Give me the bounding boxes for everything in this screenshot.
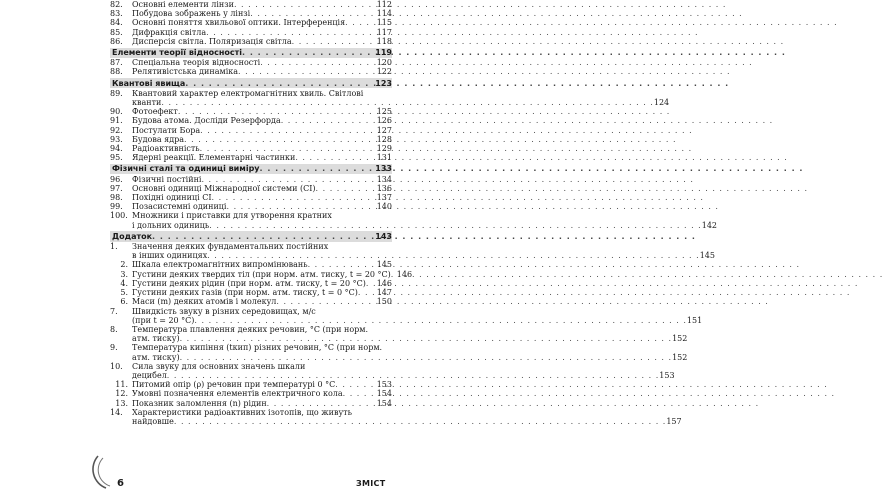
appendix-entry-continued[interactable] [110, 370, 675, 380]
dot-leader [201, 175, 376, 184]
entry-page: 147 [376, 288, 392, 298]
entry-page: 122 [376, 67, 392, 77]
entry-page: 142 [701, 220, 718, 230]
entry-page: 125 [376, 107, 392, 117]
page-corner-arc-decoration [92, 452, 132, 492]
toc-entry[interactable] [110, 116, 392, 125]
toc-entry[interactable] [110, 58, 392, 67]
entry-title-line2: в інших одиницях [132, 251, 208, 261]
dot-leader [242, 48, 375, 57]
entry-number: 10. [110, 361, 123, 371]
toc-entry[interactable] [110, 184, 392, 193]
appendix-entry[interactable] [110, 325, 392, 334]
page-number: 6 [117, 478, 124, 489]
appendix-entry-continued[interactable] [110, 416, 682, 426]
appendix-entry-continued[interactable] [110, 251, 715, 261]
entry-page: 115 [376, 18, 392, 28]
dot-leader [152, 232, 375, 241]
dot-leader [260, 58, 377, 67]
entry-title-line1: Сила звуку для основних значень шкали [132, 361, 306, 371]
appendix-entry[interactable] [110, 408, 392, 417]
dot-leader [185, 79, 375, 88]
dot-leader [206, 28, 377, 37]
entry-number: 85. [110, 27, 123, 37]
dot-leader [335, 380, 376, 389]
section-title: Додаток [112, 231, 153, 241]
entry-number: 95. [110, 153, 123, 163]
entry-number: 6. [120, 297, 128, 307]
entry-title-line1: Температура кипіння (tкип) різних речовин, °С (при норм. [132, 343, 383, 353]
entry-page: 117 [376, 27, 392, 37]
entry-title: Показник заломлення (n) рідин [132, 398, 267, 408]
entry-page: 145 [699, 251, 715, 261]
dot-leader [178, 107, 377, 116]
dot-leader [234, 0, 377, 9]
toc-entry[interactable] [110, 0, 392, 9]
dot-leader [184, 135, 377, 144]
entry-page: 152 [672, 334, 688, 344]
appendix-entry[interactable] [110, 307, 392, 316]
entry-number: 14. [110, 407, 123, 417]
entry-number: 9. [110, 343, 118, 353]
entry-title-line1: Множники і приставки для утворення кратних [132, 211, 332, 221]
entry-page: 153 [659, 370, 675, 380]
entry-title: Основні одиниці Міжнародної системи (СІ) [132, 183, 316, 193]
toc-entry[interactable] [110, 18, 392, 27]
appendix-entry[interactable] [110, 269, 413, 279]
entry-page: 154 [376, 389, 392, 399]
entry-number: 92. [110, 125, 123, 135]
entry-page: 126 [376, 116, 392, 126]
dot-leader [260, 164, 376, 173]
entry-page: 157 [666, 416, 682, 426]
entry-title: Фізичні постійні [132, 174, 202, 184]
entry-title-line1: Квантовий характер електромагнітних хвиль. Світлові [132, 88, 364, 98]
toc-entry-100[interactable] [110, 211, 392, 220]
dot-leader [316, 184, 377, 193]
section-title: Елементи теорії відносності [112, 48, 242, 58]
entry-page: 151 [686, 315, 703, 325]
toc-entry[interactable] [110, 175, 392, 184]
entry-title-line2: і дольних одиниць [132, 220, 210, 230]
entry-title-line2: атм. тиску) [132, 352, 180, 362]
entry-page: 150 [376, 297, 392, 307]
entry-title-line2: атм. тиску) [132, 334, 180, 344]
entry-number: 2. [120, 260, 128, 270]
entry-title: Густини деяких рідин (при норм. атм. тиску, t = 20 °С) [132, 278, 366, 288]
toc-entry[interactable] [110, 28, 392, 37]
entry-title-line1: Температура плавлення деяких речовин, °С (при норм. [132, 324, 369, 334]
dot-leader [194, 316, 686, 325]
entry-title-line1: Значення деяких фундаментальних постійних [132, 242, 329, 252]
toc-entry-100-continued[interactable] [110, 220, 718, 230]
entry-page: 129 [376, 144, 392, 154]
entry-page: 134 [376, 174, 392, 184]
appendix-entry-continued[interactable] [110, 352, 688, 362]
entry-title: Питомий опір (ρ) речовин при температурі 0 °С [132, 380, 336, 390]
dot-leader [238, 67, 377, 76]
dot-leader [174, 417, 666, 426]
toc-entry-89-continued[interactable] [110, 98, 670, 108]
entry-number: 98. [110, 193, 123, 203]
entry-number: 87. [110, 58, 123, 68]
dot-leader [308, 260, 377, 269]
appendix-entry[interactable] [110, 362, 392, 371]
appendix-entry-continued[interactable] [110, 315, 703, 325]
dot-leader [358, 288, 377, 297]
entry-title: Густини деяких твердих тіл (при норм. атм. тиску, t = 20 °С) [132, 269, 391, 279]
entry-title: Оснoвні елементи лінзи [132, 0, 234, 9]
entry-page: 137 [376, 193, 392, 203]
dot-leader [200, 126, 377, 135]
dot-leader [267, 399, 377, 408]
entry-title: Релятивістська динаміка [132, 67, 239, 77]
entry-page: 114 [376, 9, 392, 19]
entry-number: 7. [110, 306, 118, 316]
appendix-entry[interactable] [110, 343, 392, 352]
appendix-entry[interactable] [110, 279, 392, 288]
toc-entry-89[interactable] [110, 89, 392, 98]
entry-title: Густини деяких газів (при норм. атм. тиску, t = 0 °С) [132, 288, 358, 298]
entry-title: Маси (m) деяких атомів і молекул [132, 297, 277, 307]
entry-title: Позасистемні одиниці [132, 202, 227, 212]
entry-title-line2: (при t = 20 °С) [132, 315, 195, 325]
toc-entry[interactable] [110, 193, 392, 202]
entry-number: 8. [110, 324, 118, 334]
entry-page: 140 [376, 202, 392, 212]
appendix-entry[interactable] [110, 260, 392, 269]
entry-number: 3. [120, 269, 128, 279]
entry-page: 112 [376, 0, 392, 9]
section-title: Фізичні сталі та одиниці виміру [112, 164, 260, 174]
entry-number: 84. [110, 18, 123, 28]
entry-title: Умовні позначення елементів електричного кола [132, 389, 343, 399]
entry-title-line2: децибел [132, 370, 167, 380]
dot-leader [207, 251, 699, 260]
entry-title: Будова атома. Досліди Резерфорда [132, 116, 281, 126]
entry-number: 96. [110, 174, 123, 184]
section-page: 123 [375, 78, 392, 88]
dot-leader [276, 297, 376, 306]
entry-title: Дифракція світла [132, 27, 207, 37]
section-constants[interactable] [110, 164, 392, 174]
entry-page: 146 [396, 269, 413, 279]
dot-leader [200, 144, 377, 153]
entry-title: Радіоактивність [132, 144, 200, 154]
entry-page: 146 [376, 278, 392, 288]
section-page: 119 [375, 48, 392, 58]
entry-title-line2: найдовше [132, 416, 174, 426]
section-relativity[interactable] [110, 48, 392, 58]
dot-leader [180, 353, 672, 362]
entry-number: 11. [115, 380, 128, 390]
entry-number: 82. [110, 0, 123, 9]
dot-leader [281, 116, 377, 125]
appendix-entry-continued[interactable] [110, 334, 688, 344]
entry-title: Похідні одиниці СІ [132, 193, 212, 203]
section-page: 133 [375, 164, 392, 174]
entry-title: Основні поняття хвильової оптики. Інтерференція [132, 18, 346, 28]
entry-page: 152 [672, 352, 688, 362]
entry-page: 154 [376, 398, 392, 408]
dot-leader [345, 18, 377, 27]
appendix-entry[interactable] [110, 380, 392, 389]
dot-leader [343, 389, 377, 398]
entry-title: Фотоефект [132, 107, 178, 117]
appendix-entry[interactable] [110, 389, 392, 398]
entry-title: Спеціальна теорія відносності [132, 58, 261, 68]
dot-leader [366, 279, 377, 288]
entry-number: 4. [120, 278, 128, 288]
entry-title: Побудова зображень у лінзі [132, 9, 251, 19]
dot-leader [167, 371, 659, 380]
entry-title: Шкала електромагнітних випромінювань [132, 260, 308, 270]
dot-leader [226, 202, 376, 211]
section-appendix[interactable] [110, 231, 392, 241]
section-quantum[interactable] [110, 78, 392, 88]
entry-number: 100. [110, 211, 128, 221]
toc-entry[interactable] [110, 144, 392, 153]
dot-leader [180, 334, 672, 343]
dot-leader [250, 9, 376, 18]
section-title: Квантові явища [112, 78, 186, 88]
running-head: ЗМІСТ [356, 479, 386, 488]
toc-entry[interactable] [110, 202, 392, 211]
entry-number: 86. [110, 36, 123, 46]
toc-entry[interactable] [110, 67, 392, 76]
appendix-entry[interactable] [110, 242, 392, 251]
entry-title-line2: кванти [132, 98, 162, 108]
toc-entry[interactable] [110, 135, 392, 144]
entry-number: 89. [110, 88, 123, 98]
entry-page: 136 [376, 183, 392, 193]
entry-number: 1. [110, 242, 118, 252]
table-of-contents [110, 0, 718, 426]
entry-number: 12. [115, 389, 128, 399]
entry-number: 91. [110, 116, 123, 126]
dot-leader [295, 153, 376, 162]
dot-leader [209, 221, 701, 230]
entry-number: 5. [120, 288, 128, 298]
section-page: 143 [375, 231, 392, 241]
entry-page: 128 [376, 134, 392, 144]
toc-entry[interactable] [110, 9, 392, 18]
entry-title: Будова ядра [132, 134, 185, 144]
entry-page: 145 [376, 260, 392, 270]
entry-page: 124 [653, 98, 670, 108]
entry-title-line1: Швидкість звуку в різних середовищах, м/с [132, 306, 316, 316]
entry-page: 131 [376, 153, 392, 163]
entry-number: 88. [110, 67, 123, 77]
dot-leader [212, 193, 377, 202]
toc-entry[interactable] [110, 153, 392, 162]
toc-entry[interactable] [110, 126, 392, 135]
toc-entry[interactable] [110, 37, 392, 46]
appendix-entry[interactable] [110, 399, 392, 408]
entry-page: 118 [376, 36, 392, 46]
entry-page: 127 [376, 125, 392, 135]
appendix-entry[interactable] [110, 297, 392, 306]
dot-leader [161, 98, 653, 107]
entry-title-line1: Характеристики радіоактивних ізотопів, що живуть [132, 407, 352, 417]
entry-title: Ядерні реакції. Елементарні частинки [132, 153, 296, 163]
entry-page: 120 [376, 58, 392, 68]
appendix-entry[interactable] [110, 288, 392, 297]
entry-title: Постулати Бора [132, 125, 201, 135]
entry-title: Дисперсія світла. Поляризація світла [132, 36, 292, 46]
entry-number: 94. [110, 144, 123, 154]
entry-number: 90. [110, 107, 123, 117]
entry-page: 153 [376, 380, 392, 390]
toc-entry[interactable] [110, 107, 392, 116]
entry-number: 13. [115, 398, 128, 408]
dot-leader [292, 37, 377, 46]
entry-number: 83. [110, 9, 123, 19]
entry-number: 97. [110, 183, 123, 193]
entry-number: 93. [110, 134, 123, 144]
entry-number: 99. [110, 202, 123, 212]
